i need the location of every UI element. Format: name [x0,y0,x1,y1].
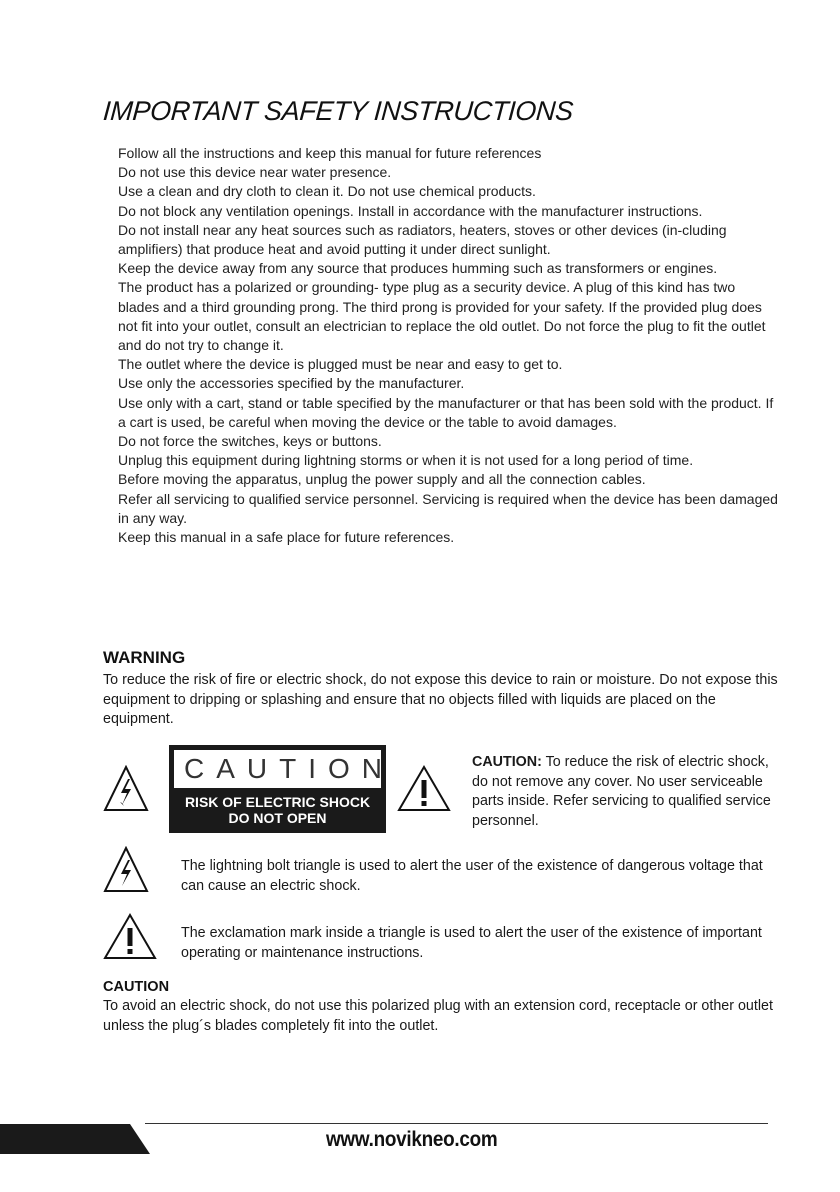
caution-note-lead: CAUTION: [472,754,542,770]
caution-label-line1: RISK OF ELECTRIC SHOCK [184,794,371,810]
instruction-item: Before moving the apparatus, unplug the power supply and all the connection cables. [118,471,646,488]
footer-divider [145,1123,768,1124]
instruction-item: Do not block any ventilation openings. Install in accordance with the manufacturer instructions. [118,202,703,219]
instruction-item: Use only with a cart, stand or table specified by the manufacturer or that has been sold with the product. If a cart is used, be careful when moving the device or the table to avoid damages. [118,394,774,430]
warning-text: To reduce the risk of fire or electric shock, do not expose this device to rain or moisture. Do not expose this equipment to dripping or splashing and ensure that no objects filled with liquids are placed on the equipment. [103,672,778,727]
lightning-bolt-triangle-icon [103,765,149,813]
instruction-item: Follow all the instructions and keep this manual for future references [118,145,542,161]
warning-heading: WARNING [103,648,186,667]
footer-tab-shape [0,1124,150,1159]
lightning-bolt-triangle-icon [103,846,149,894]
instruction-item: Do not force the switches, keys or buttons. [118,433,382,450]
caution-label [169,745,394,833]
instruction-item: Keep the device away from any source that produces humming such as transformers or engines. [118,260,718,277]
lightning-symbol-description: The lightning bolt triangle is used to alert the user of the existence of dangerous voltage that can cause an electric shock. [181,858,763,894]
plug-caution-heading: CAUTION [103,979,170,995]
instruction-item: The product has a polarized or grounding- type plug as a security device. A plug of this kind has two blades and a third grounding prong. The third prong is provided for your safety. If the provided plug does not fit into your outlet, consult an electrician to replace the old outlet. Do not force the plug to fit the outlet and do not try to change it. [118,279,766,354]
instruction-item: Use only the accessories specified by the manufacturer. [118,375,465,392]
instruction-item: Do not use this device near water presence. [118,164,392,181]
caution-label-line2: DO NOT OPEN [228,810,327,826]
exclamation-triangle-icon [103,913,157,961]
page-title: IMPORTANT SAFETY INSTRUCTIONS [102,96,575,126]
instruction-item: Refer all servicing to qualified service personnel. Servicing is required when the device has been damaged in any way. [118,490,778,526]
exclamation-symbol-description: The exclamation mark inside a triangle is used to alert the user of the existence of important operating or maintenance instructions. [181,925,762,961]
caution-label-word: CAUTION [174,750,381,788]
instruction-item: The outlet where the device is plugged must be near and easy to get to. [118,356,563,373]
instruction-item: Unplug this equipment during lightning storms or when it is not used for a long period of time. [118,452,694,469]
safety-instructions-list [118,144,778,547]
caution-note [472,753,772,831]
exclamation-triangle-icon [397,765,451,813]
instruction-item: Do not install near any heat sources such as radiators, heaters, stoves or other devices (in-cluding amplifiers) that produce heat and avoid putting it under direct sunlight. [118,221,727,258]
footer-website-link[interactable]: www.novikneo.com [326,1128,498,1151]
instruction-item: Use a clean and dry cloth to clean it. Do not use chemical products. [118,183,536,200]
caution-note-text: To reduce the risk of electric shock, do not remove any cover. No user serviceable parts inside. Refer servicing to qualified service personnel. [472,754,771,829]
plug-caution-text: To avoid an electric shock, do not use this polarized plug with an extension cord, receptacle or other outlet unless the plug´s blades completely fit into the outlet. [103,998,773,1034]
instruction-item: Keep this manual in a safe place for future references. [118,529,455,546]
